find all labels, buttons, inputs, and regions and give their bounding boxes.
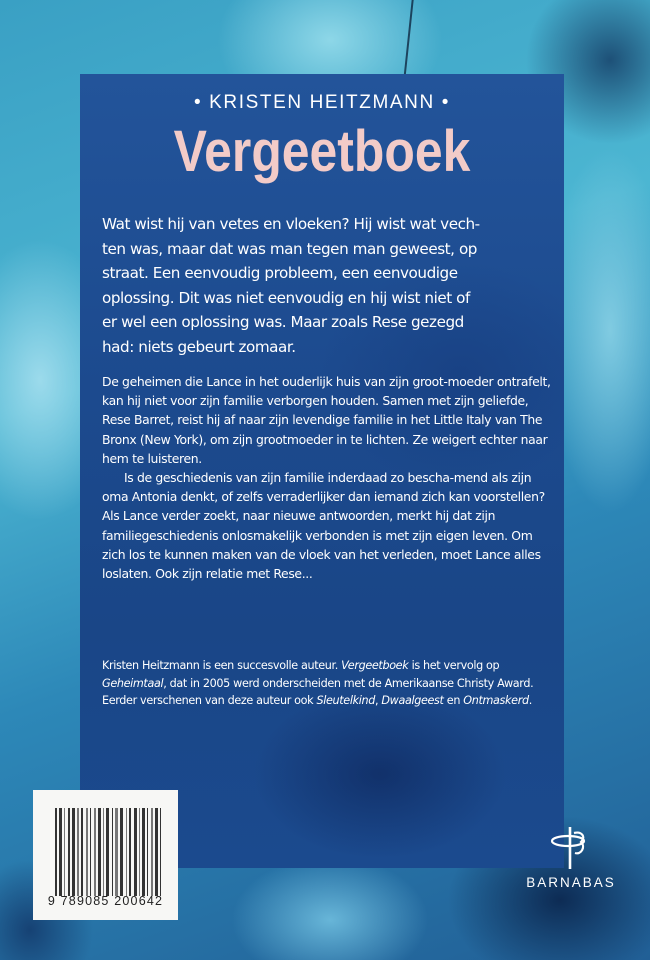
book-title: Vergeetboek bbox=[173, 119, 471, 184]
teaser-line: Wat wist hij van vetes en vloeken? Hij wist wat vech- bbox=[102, 215, 480, 233]
teaser-line: ten was, maar dat was man tegen man geweest, op bbox=[102, 239, 477, 258]
synopsis bbox=[102, 372, 552, 583]
publisher-mark bbox=[516, 825, 626, 890]
bio-text: , bbox=[374, 694, 382, 707]
teaser-line: straat. Een eenvoudig probleem, een eenvoudige bbox=[102, 264, 458, 282]
barcode bbox=[33, 790, 178, 920]
publisher-name: BARNABAS bbox=[526, 875, 616, 890]
author-name: • KRISTEN HEITZMANN • bbox=[194, 92, 450, 113]
teaser-line: oplossing. Dit was niet eenvoudig en hij wist niet of bbox=[102, 288, 470, 307]
barcode-bars-icon bbox=[55, 808, 172, 896]
bio-book-title: Dwaalgeest bbox=[381, 694, 444, 707]
bio-book-title: Geheimtaal bbox=[102, 676, 164, 690]
author-bio bbox=[102, 657, 552, 710]
teaser-text bbox=[102, 212, 552, 359]
bio-book-title: Ontmaskerd bbox=[463, 694, 529, 707]
bio-text: en bbox=[443, 694, 464, 707]
synopsis-paragraph: Is de geschiedenis van zijn familie inderdaad zo bescha-mend als zijn oma Antonia denkt, of zelfs verraderlijker dan iemand zich kan voorstellen? Als Lance verder zoekt, naar nieuwe antwoorden, merkt hij dat zijn familiegeschiedenis onlosmakelijk verbonden is met zijn eigen leven. Om zich los te kunnen maken van de vloek van het verleden, moet Lance alles loslaten. Ook zijn relatie met Rese... bbox=[102, 470, 545, 582]
bio-book-title: Sleutelkind bbox=[316, 694, 375, 707]
barnabas-cross-logo-icon bbox=[548, 825, 594, 871]
back-cover-panel bbox=[80, 74, 564, 868]
teaser-line: er wel een oplossing was. Maar zoals Rese gezegd bbox=[102, 313, 464, 331]
bio-text: . bbox=[528, 694, 532, 707]
bio-text: , dat in 2005 werd onderscheiden met de Amerikaanse Christy Award. Eerder verschenen van deze auteur ook bbox=[102, 676, 534, 707]
bio-book-title: Vergeetboek bbox=[341, 659, 409, 672]
synopsis-paragraph: De geheimen die Lance in het ouderlijk huis van zijn groot-moeder ontrafelt, kan hij niet voor zijn familie verborgen houden. Samen met zijn geliefde, Rese Barret, reist hij af naar zijn levendige familie in het Little Italy van The Bronx (New York), om zijn grootmoeder in te lichten. Ze weigert echter naar hem te luisteren. bbox=[102, 374, 551, 466]
teaser-line: had: niets gebeurt zomaar. bbox=[102, 337, 296, 356]
bio-text: Kristen Heitzmann is een succesvolle auteur. bbox=[102, 659, 342, 672]
bio-text: is het vervolg op bbox=[408, 659, 500, 672]
isbn-number: 9 789085 200642 bbox=[47, 894, 164, 908]
